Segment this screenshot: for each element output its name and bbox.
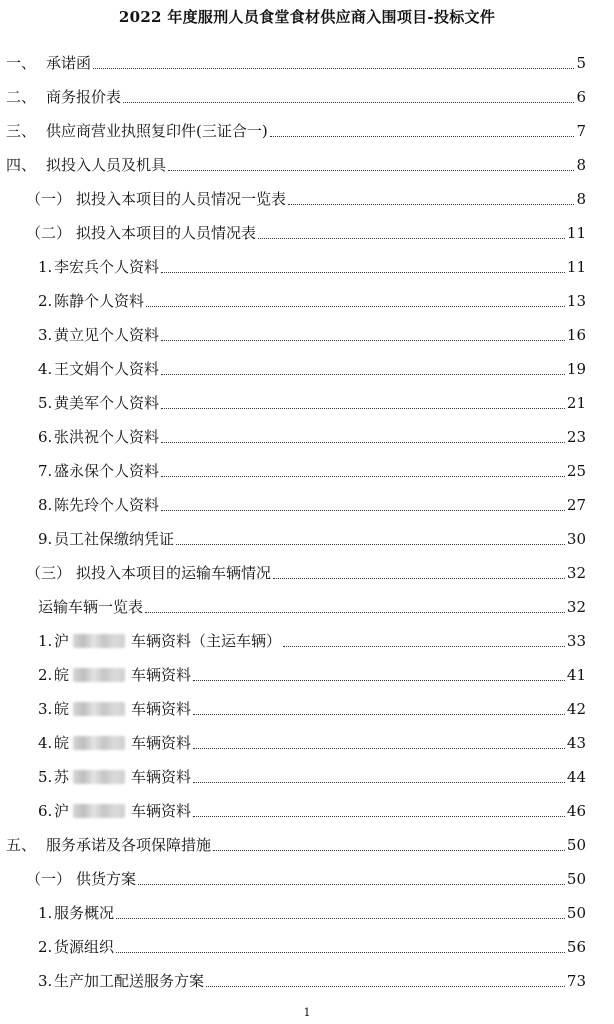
toc-entry-number: 3.: [38, 700, 53, 718]
toc-entry-number: 1.: [38, 632, 53, 650]
toc-page-number: 19: [566, 360, 586, 378]
toc-page-number: 50: [566, 836, 586, 854]
plate-prefix: 苏: [54, 768, 70, 786]
toc-entry-title: [38, 257, 159, 277]
toc-entry-number: 5.: [38, 768, 53, 786]
toc-page-number: 11: [566, 258, 586, 276]
page-number: 1: [303, 1006, 311, 1019]
toc-entry-number: 8.: [38, 496, 53, 514]
dot-leader: [161, 339, 565, 341]
toc-entry-text: 承诺函: [46, 54, 92, 72]
toc-entry-number: （一）: [26, 870, 72, 888]
toc-page-number: 44: [566, 768, 586, 786]
toc-entry-title: [38, 325, 159, 345]
dot-leader: [176, 543, 565, 545]
toc-entry[interactable]: [6, 117, 586, 141]
dot-leader: [161, 407, 565, 409]
toc-entry-number: 二、: [6, 88, 37, 106]
toc-entry[interactable]: [26, 559, 586, 583]
dot-leader: [93, 67, 574, 69]
toc-page-number: 13: [566, 292, 586, 310]
toc-page-number: 25: [566, 462, 586, 480]
toc-page-number: 21: [566, 394, 586, 412]
toc-entry-text: 车辆资料: [131, 700, 192, 718]
dot-leader: [168, 169, 574, 171]
toc-entry-text: 车辆资料: [131, 734, 192, 752]
dot-leader: [206, 985, 565, 987]
dot-leader: [193, 679, 565, 681]
toc-entry-title: [38, 393, 159, 413]
toc-entry-number: 6.: [38, 428, 53, 446]
toc-page-number: 56: [566, 938, 586, 956]
document-title: 2022 年度服刑人员食堂食材供应商入围项目-投标文件: [118, 8, 496, 26]
dot-leader: [288, 203, 574, 205]
toc-entry-number: 3.: [38, 972, 53, 990]
toc-entry[interactable]: [38, 695, 586, 719]
toc-entry-title: [38, 971, 204, 991]
toc-page-number: 6: [576, 88, 586, 106]
toc-entry-title: [38, 903, 114, 923]
toc-entry-title: [38, 699, 191, 719]
toc-entry-title: [38, 495, 159, 515]
toc-entry-title: [6, 121, 268, 141]
redacted-plate-number: [73, 668, 125, 682]
toc-page-number: 7: [576, 122, 586, 140]
toc-entry-title: [38, 529, 174, 549]
toc-entry-number: 一、: [6, 54, 37, 72]
toc-entry-number: 4.: [38, 360, 53, 378]
toc-entry[interactable]: [6, 83, 586, 107]
toc-entry-number: 1.: [38, 258, 53, 276]
dot-leader: [273, 577, 565, 579]
toc-entry-text: 运输车辆一览表: [38, 598, 144, 616]
dot-leader: [161, 475, 565, 477]
toc-entry[interactable]: [38, 423, 586, 447]
toc-entry-title: [38, 631, 281, 651]
toc-page-number: 8: [576, 156, 586, 174]
toc-entry-number: 9.: [38, 530, 53, 548]
toc-entry[interactable]: [26, 185, 586, 209]
toc-entry[interactable]: [38, 491, 586, 515]
toc-entry[interactable]: [38, 967, 586, 991]
toc-page-number: 30: [566, 530, 586, 548]
toc-entry-text: 商务报价表: [46, 88, 122, 106]
plate-prefix: 皖: [54, 734, 70, 752]
toc-entry-title: [38, 359, 159, 379]
toc-page-number: 50: [566, 870, 586, 888]
toc-entry-number: 2.: [38, 938, 53, 956]
toc-entry-title: [38, 291, 144, 311]
dot-leader: [270, 135, 575, 137]
dot-leader: [213, 849, 565, 851]
toc-entry-text: 王文娟个人资料: [54, 360, 160, 378]
dot-leader: [116, 951, 565, 953]
toc-entry-title: [38, 461, 159, 481]
toc-entry[interactable]: [38, 729, 586, 753]
toc-page-number: 46: [566, 802, 586, 820]
toc-entry[interactable]: [38, 661, 586, 685]
toc-entry-text: 服务承诺及各项保障措施: [46, 836, 212, 854]
toc-page-number: 8: [576, 190, 586, 208]
toc-entry[interactable]: [6, 49, 586, 73]
toc-entry-text: 拟投入本项目的人员情况一览表: [76, 190, 287, 208]
toc-entry-title: [38, 665, 191, 685]
toc-entry-title: [38, 733, 191, 753]
redacted-plate-number: [73, 736, 125, 750]
dot-leader: [161, 509, 565, 511]
toc-entry-text: 供应商营业执照复印件(三证合一): [46, 122, 268, 140]
toc-entry-number: 3.: [38, 326, 53, 344]
toc-entry-title: [6, 53, 91, 73]
plate-prefix: 沪: [54, 802, 70, 820]
toc-page-number: 5: [576, 54, 586, 72]
toc-entry[interactable]: [38, 253, 586, 277]
toc-entry-title: [26, 189, 286, 209]
toc-entry-title: [6, 87, 121, 107]
toc-entry-number: （三）: [26, 564, 72, 582]
redacted-plate-number: [73, 804, 125, 818]
dot-leader: [123, 101, 574, 103]
toc-page-number: 11: [566, 224, 586, 242]
toc-page-number: 32: [566, 598, 586, 616]
toc-entry-title: [38, 767, 191, 787]
toc-page-number: 41: [566, 666, 586, 684]
toc-entry-text: 李宏兵个人资料: [54, 258, 160, 276]
plate-prefix: 皖: [54, 700, 70, 718]
toc-page-number: 42: [566, 700, 586, 718]
toc-entry-text: 车辆资料: [131, 768, 192, 786]
dot-leader: [146, 305, 565, 307]
toc-entry-title: [26, 563, 271, 583]
toc-entry-number: 1.: [38, 904, 53, 922]
toc-entry-number: （二）: [26, 224, 72, 242]
toc-entry[interactable]: [38, 525, 586, 549]
toc-page-number: 43: [566, 734, 586, 752]
toc-entry-number: 2.: [38, 292, 53, 310]
toc-entry-text: 黄美军个人资料: [54, 394, 160, 412]
toc-entry-title: [38, 937, 114, 957]
toc-entry-number: 四、: [6, 156, 37, 174]
toc-entry-number: 6.: [38, 802, 53, 820]
toc-entry-text: 生产加工配送服务方案: [54, 972, 205, 990]
toc-entry[interactable]: [38, 457, 586, 481]
toc-entry[interactable]: [6, 151, 586, 175]
toc-page-number: 50: [566, 904, 586, 922]
redacted-plate-number: [73, 702, 125, 716]
toc-entry[interactable]: [6, 831, 586, 855]
toc-entry[interactable]: [38, 593, 586, 617]
toc-entry-text: 供货方案: [76, 870, 137, 888]
toc-entry-text: 车辆资料: [131, 802, 192, 820]
toc-entry-text: 盛永保个人资料: [54, 462, 160, 480]
toc-entry[interactable]: [38, 355, 586, 379]
toc-entry-text: 拟投入人员及机具: [46, 156, 167, 174]
toc-entry-title: [26, 869, 136, 889]
toc-entry[interactable]: [38, 321, 586, 345]
toc-entry-text: 员工社保缴纳凭证: [54, 530, 175, 548]
plate-prefix: 沪: [54, 632, 70, 650]
toc-entry-title: [38, 801, 191, 821]
dot-leader: [283, 645, 565, 647]
toc-entry-title: [6, 155, 166, 175]
toc-entry-number: 7.: [38, 462, 53, 480]
dot-leader: [193, 747, 565, 749]
toc-entry[interactable]: [38, 627, 586, 651]
toc-entry-text: 张洪祝个人资料: [54, 428, 160, 446]
toc-entry-text: 拟投入本项目的运输车辆情况: [76, 564, 272, 582]
toc-entry-text: 车辆资料: [131, 666, 192, 684]
toc-entry-text: 货源组织: [54, 938, 115, 956]
toc-entry-text: 陈静个人资料: [54, 292, 145, 310]
toc-page-number: 32: [566, 564, 586, 582]
toc-entry[interactable]: [26, 219, 586, 243]
toc-entry-title: [38, 597, 143, 617]
dot-leader: [161, 271, 565, 273]
toc-entry[interactable]: [38, 797, 586, 821]
toc-entry[interactable]: [38, 763, 586, 787]
dot-leader: [145, 611, 565, 613]
plate-prefix: 皖: [54, 666, 70, 684]
toc-entry-title: [26, 223, 256, 243]
toc-page-number: 23: [566, 428, 586, 446]
toc-entry[interactable]: [26, 865, 586, 889]
toc-entry[interactable]: [38, 933, 586, 957]
toc-entry-number: 三、: [6, 122, 37, 140]
dot-leader: [193, 781, 565, 783]
toc-entry-text: 服务概况: [54, 904, 115, 922]
toc-entry-number: 五、: [6, 836, 37, 854]
toc-page-number: 16: [566, 326, 586, 344]
toc-page-number: 27: [566, 496, 586, 514]
toc-entry-text: 黄立见个人资料: [54, 326, 160, 344]
toc-entry-title: [6, 835, 211, 855]
toc-entry-text: 车辆资料（主运车辆）: [131, 632, 282, 650]
dot-leader: [161, 373, 565, 375]
toc-entry[interactable]: [38, 287, 586, 311]
dot-leader: [258, 237, 565, 239]
toc-page-number: 73: [566, 972, 586, 990]
toc-entry-text: 拟投入本项目的人员情况表: [76, 224, 257, 242]
toc-page-number: 33: [566, 632, 586, 650]
dot-leader: [116, 917, 565, 919]
toc-entry[interactable]: [38, 389, 586, 413]
toc-entry-number: （一）: [26, 190, 72, 208]
toc-entry-title: [38, 427, 159, 447]
dot-leader: [193, 815, 565, 817]
toc-entry-text: 陈先玲个人资料: [54, 496, 160, 514]
dot-leader: [138, 883, 565, 885]
dot-leader: [193, 713, 565, 715]
redacted-plate-number: [73, 770, 125, 784]
dot-leader: [161, 441, 565, 443]
toc-entry[interactable]: [38, 899, 586, 923]
toc-entry-number: 4.: [38, 734, 53, 752]
toc-entry-number: 5.: [38, 394, 53, 412]
toc-entry-number: 2.: [38, 666, 53, 684]
redacted-plate-number: [73, 634, 125, 648]
